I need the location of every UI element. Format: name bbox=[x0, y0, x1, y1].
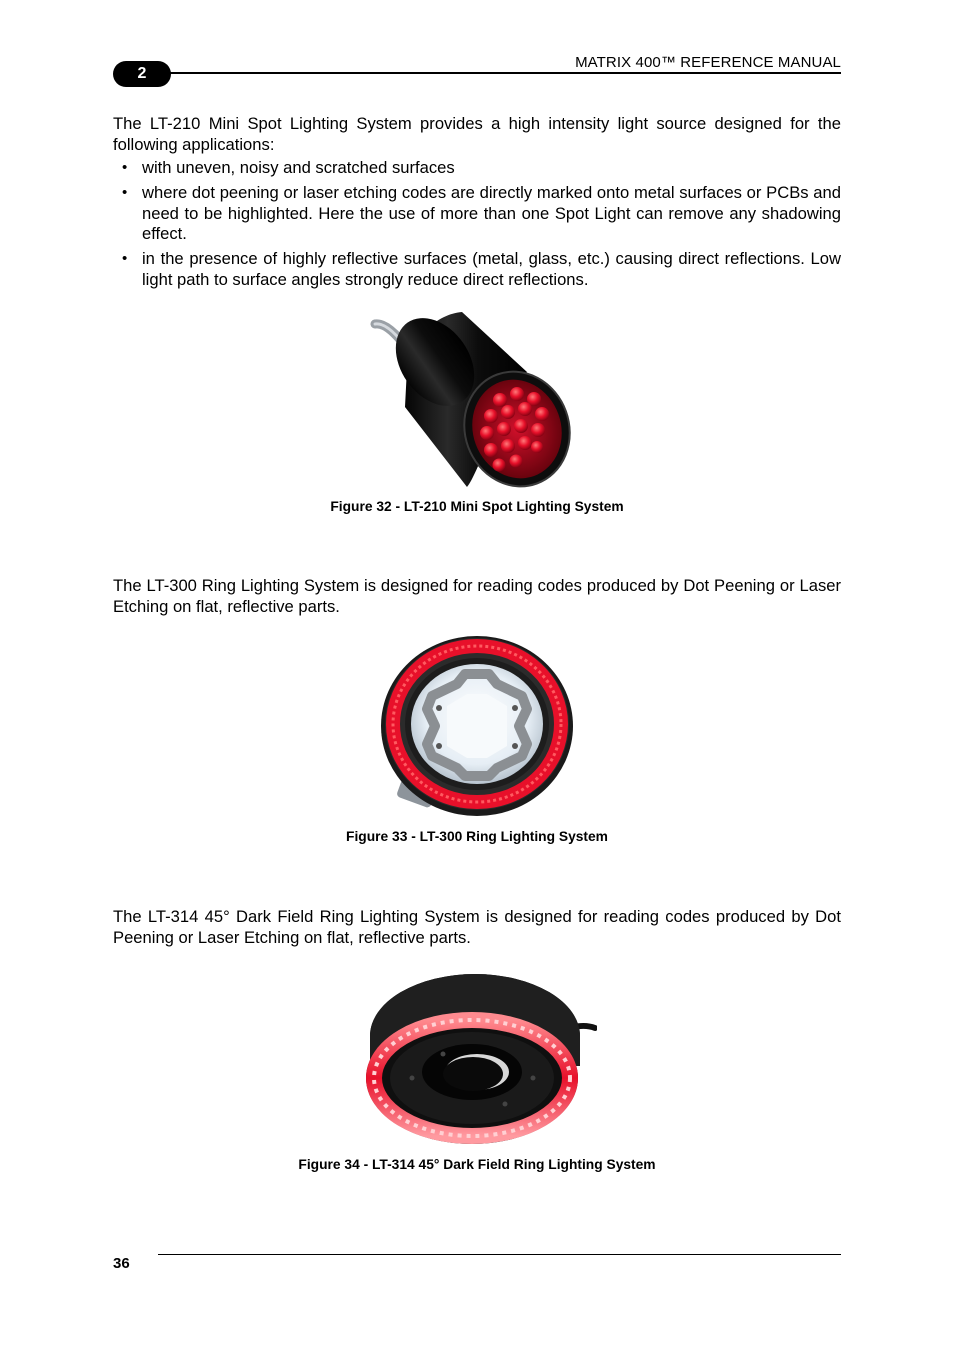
lt314-figure bbox=[0, 966, 954, 1152]
manual-title: MATRIX 400™ REFERENCE MANUAL bbox=[575, 54, 841, 71]
header-rule bbox=[165, 72, 841, 74]
list-item: • with uneven, noisy and scratched surfaces bbox=[113, 158, 841, 179]
lt300-figure bbox=[0, 634, 954, 824]
list-item: • where dot peening or laser etching codes are directly marked onto metal surfaces or PCBs and need to be highlighted. Here the use of more than one Spot Light can remove any shadowing effect. bbox=[113, 183, 841, 245]
figure-34-caption: Figure 34 - LT-314 45° Dark Field Ring Lighting System bbox=[298, 1157, 656, 1172]
chapter-badge: 2 bbox=[113, 61, 171, 87]
lt210-intro: The LT-210 Mini Spot Lighting System provides a high intensity light source designed for the following applications: bbox=[113, 114, 841, 154]
figure-33-caption: Figure 33 - LT-300 Ring Lighting System bbox=[346, 829, 608, 844]
lt300-intro: The LT-300 Ring Lighting System is designed for reading codes produced by Dot Peening or Laser Etching on flat, reflective parts. bbox=[113, 576, 841, 616]
list-item: • in the presence of highly reflective surfaces (metal, glass, etc.) causing direct reflections. Low light path to surface angles strongly reduce direct reflections. bbox=[113, 249, 841, 290]
lt314-dark-field-ring-image bbox=[357, 966, 597, 1152]
figure-32-caption: Figure 32 - LT-210 Mini Spot Lighting System bbox=[330, 499, 624, 514]
lt314-intro: The LT-314 45° Dark Field Ring Lighting System is designed for reading codes produced by Dot Peening or Laser Etching on flat, reflective parts. bbox=[113, 907, 841, 947]
lt210-spot-light-image bbox=[367, 312, 587, 492]
footer-rule bbox=[158, 1254, 841, 1255]
lt210-figure bbox=[0, 312, 954, 492]
page-number: 36 bbox=[113, 1255, 130, 1272]
lt300-ring-light-image bbox=[377, 634, 577, 824]
lt210-application-list bbox=[113, 158, 841, 295]
